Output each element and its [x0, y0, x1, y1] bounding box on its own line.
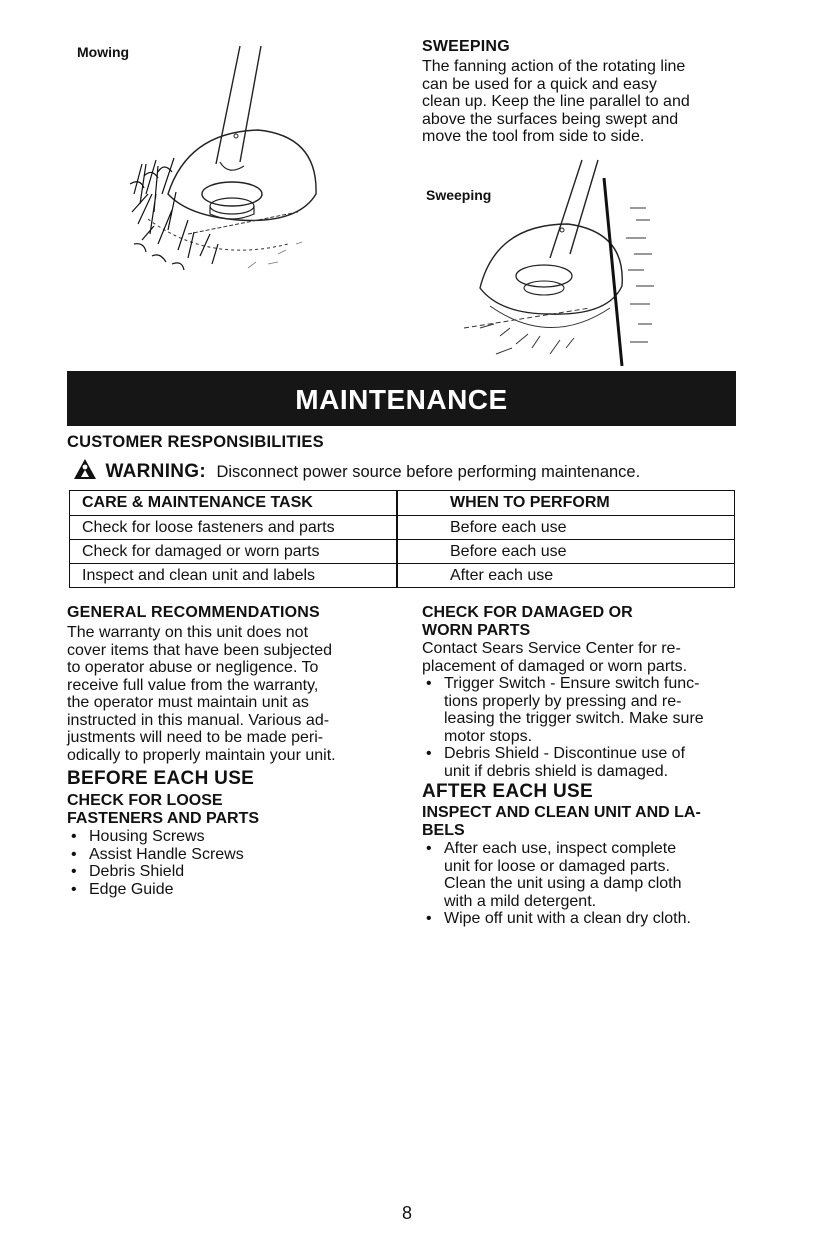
check-damaged-intro — [422, 640, 752, 675]
heading-line: INSPECT AND CLEAN UNIT AND LA- — [422, 804, 701, 821]
text-line: odically to properly maintain your unit. — [67, 746, 336, 764]
page-number: 8 — [402, 1203, 413, 1223]
fastener-list — [67, 828, 397, 898]
check-loose-fasteners-heading — [67, 792, 397, 828]
list-item — [422, 745, 752, 780]
sweeping-line: The fanning action of the rotating line — [422, 58, 686, 75]
text-line: with a mild detergent. — [444, 892, 597, 910]
text-line: • Debris Shield - Discontinue use of — [444, 745, 686, 762]
text-line: • Wipe off unit with a clean dry cloth. — [444, 910, 691, 927]
sweeping-line: move the tool from side to side. — [422, 128, 645, 145]
mowing-illustration — [128, 44, 328, 276]
table-row — [70, 516, 735, 540]
sweeping-description — [422, 58, 742, 146]
after-each-use-heading: AFTER EACH USE — [422, 781, 593, 802]
list-item: • Debris Shield — [67, 863, 397, 881]
text-line: unit if debris shield is damaged. — [444, 762, 669, 780]
text-line: Contact Sears Service Center for re- — [422, 640, 681, 657]
sweeping-heading: SWEEPING — [422, 38, 510, 55]
table-header-when: WHEN TO PERFORM — [397, 491, 735, 516]
sweeping-line: above the surfaces being swept and — [422, 110, 679, 128]
heading-line: CHECK FOR DAMAGED OR — [422, 604, 633, 621]
heading-line: BELS — [422, 822, 465, 839]
text-line: The warranty on this unit does not — [67, 624, 309, 641]
sweeping-line: can be used for a quick and easy — [422, 75, 657, 93]
maintenance-banner: MAINTENANCE — [67, 371, 736, 426]
text-line: leasing the trigger switch. Make sure — [444, 710, 704, 727]
text-line: • Trigger Switch - Ensure switch func- — [444, 675, 700, 692]
list-item: • Assist Handle Screws — [67, 846, 397, 864]
inspect-clean-heading — [422, 804, 752, 840]
general-recommendations-heading: GENERAL RECOMMENDATIONS — [67, 604, 320, 621]
text-line: • After each use, inspect complete — [444, 840, 677, 857]
text-line: cover items that have been subjected — [67, 641, 333, 659]
text-line: the operator must maintain unit as — [67, 694, 309, 711]
after-use-list — [422, 840, 752, 928]
text-line: motor stops. — [444, 727, 533, 745]
before-each-use-heading: BEFORE EACH USE — [67, 768, 255, 789]
text-line: placement of damaged or worn parts. — [422, 657, 688, 675]
text-line: justments will need to be made peri- — [67, 729, 324, 746]
right-column — [422, 604, 752, 928]
table-row — [70, 540, 735, 564]
left-column — [67, 604, 397, 898]
maintenance-task-table — [69, 490, 735, 588]
text-line: tions properly by pressing and re- — [444, 692, 682, 710]
table-header-row — [70, 491, 735, 516]
mowing-label: Mowing — [77, 44, 130, 60]
table-header-task: CARE & MAINTENANCE TASK — [70, 491, 398, 516]
heading-line: WORN PARTS — [422, 622, 531, 639]
table-cell-task: Check for damaged or worn parts — [70, 540, 398, 564]
customer-responsibilities-heading: CUSTOMER RESPONSIBILITIES — [67, 433, 324, 451]
heading-line: FASTENERS AND PARTS — [67, 810, 260, 827]
heading-line: CHECK FOR LOOSE — [67, 792, 223, 809]
warning-icon — [73, 458, 97, 480]
list-item — [422, 840, 752, 910]
sweeping-label: Sweeping — [426, 187, 492, 203]
check-damaged-heading — [422, 604, 752, 640]
text-line: receive full value from the warranty, — [67, 676, 319, 694]
list-item — [422, 675, 752, 745]
text-line: Clean the unit using a damp cloth — [444, 875, 682, 892]
sweeping-line: clean up. Keep the line parallel to and — [422, 93, 690, 110]
list-item: • Housing Screws — [67, 828, 397, 846]
table-cell-task: Inspect and clean unit and labels — [70, 564, 398, 588]
text-line: to operator abuse or negligence. To — [67, 659, 319, 676]
list-item — [422, 910, 752, 928]
table-cell-when: Before each use — [397, 516, 735, 540]
warning-line — [73, 458, 640, 482]
table-cell-when: Before each use — [397, 540, 735, 564]
table-cell-task: Check for loose fasteners and parts — [70, 516, 398, 540]
text-line: unit for loose or damaged parts. — [444, 857, 670, 875]
sweeping-illustration — [440, 158, 680, 370]
general-recommendations-text — [67, 624, 397, 764]
table-cell-when: After each use — [397, 564, 735, 588]
list-item: • Edge Guide — [67, 881, 397, 899]
text-line: instructed in this manual. Various ad- — [67, 711, 330, 729]
warning-label: WARNING: — [105, 461, 207, 482]
table-row — [70, 564, 735, 588]
warning-text: Disconnect power source before performing maintenance. — [216, 463, 641, 481]
damaged-parts-list — [422, 675, 752, 780]
